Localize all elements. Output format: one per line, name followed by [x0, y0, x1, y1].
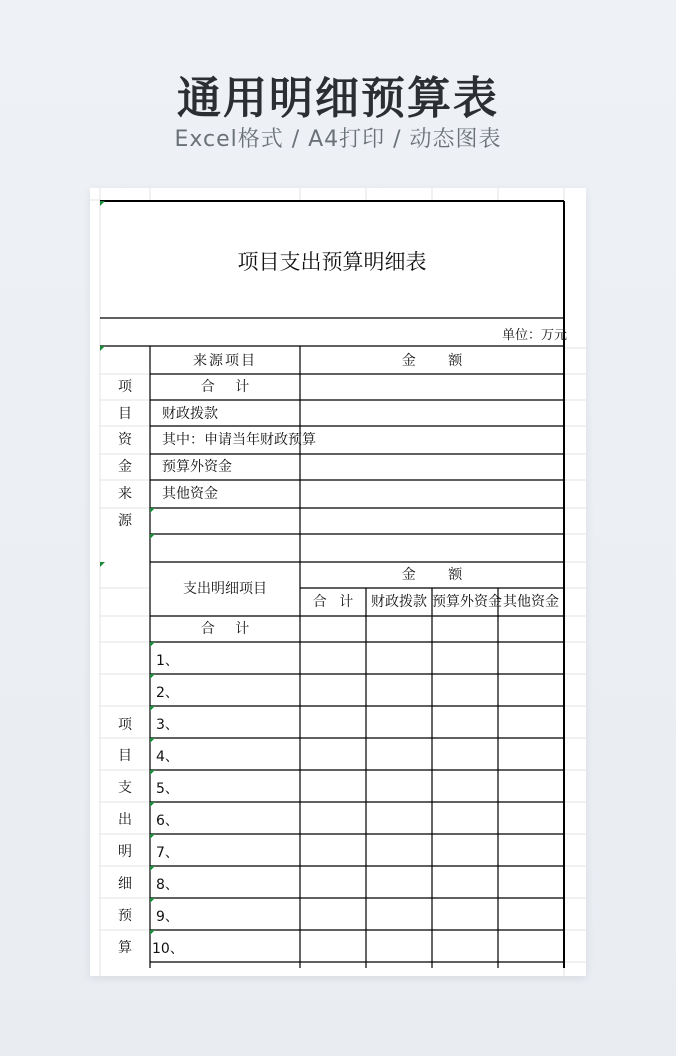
expense-amount-header: 金 额: [401, 567, 463, 583]
cell-marker: [100, 346, 105, 351]
expense-row-label: 4、: [156, 749, 179, 765]
source-row-label: 预算外资金: [162, 459, 232, 475]
expense-side-char: 预: [118, 908, 132, 924]
expense-side-char: 支: [118, 780, 132, 796]
expense-row-label: 6、: [156, 813, 179, 829]
expense-row-label: 9、: [156, 909, 179, 925]
cell-marker: [150, 738, 155, 743]
cell-marker: [150, 866, 155, 871]
expense-row-label: 7、: [156, 845, 179, 861]
expense-subheader: 预算外资金: [432, 594, 502, 610]
cell-marker: [150, 706, 155, 711]
cell-marker: [150, 770, 155, 775]
source-side-char: 资: [118, 432, 132, 448]
expense-side-char: 细: [118, 876, 132, 892]
expense-subheader: 财政拨款: [371, 594, 427, 610]
expense-side-char: 明: [118, 844, 132, 860]
source-item-header: 来源项目: [193, 353, 257, 369]
cell-marker: [150, 930, 155, 935]
cell-marker: [150, 534, 155, 539]
cell-marker: [150, 802, 155, 807]
source-row-label: 财政拨款: [162, 406, 218, 422]
expense-side-char: 项: [118, 717, 132, 733]
source-side-char: 来: [118, 486, 132, 502]
source-side-char: 目: [118, 406, 132, 422]
expense-subheader: 合 计: [312, 594, 354, 610]
cell-marker: [150, 642, 155, 647]
expense-row-label: 8、: [156, 877, 179, 893]
document-title: 项目支出预算明细表: [237, 250, 427, 274]
page-subtitle: Excel格式 / A4打印 / 动态图表: [174, 127, 502, 152]
expense-row-label: 1、: [156, 653, 179, 669]
source-row-label: 其他资金: [162, 486, 218, 502]
expense-total-label: 合 计: [200, 621, 250, 637]
cell-marker: [100, 201, 105, 206]
expense-row-label: 2、: [156, 685, 179, 701]
source-total-label: 合 计: [200, 379, 250, 395]
unit-label: 单位：万元: [502, 328, 568, 343]
expense-item-header: 支出明细项目: [183, 581, 267, 597]
expense-row-label: 5、: [156, 781, 179, 797]
spreadsheet-preview: [90, 188, 586, 976]
expense-side-char: 目: [118, 748, 132, 764]
expense-subheader: 其他资金: [503, 594, 559, 610]
cell-marker: [100, 562, 105, 567]
expense-side-char: 出: [118, 812, 132, 828]
cell-marker: [150, 508, 155, 513]
expense-row-label: 10、: [152, 941, 184, 957]
cell-marker: [150, 674, 155, 679]
expense-row-label: 3、: [156, 717, 179, 733]
source-row-label: 其中：申请当年财政预算: [162, 432, 316, 448]
cell-marker: [150, 898, 155, 903]
source-amount-header: 金 额: [401, 353, 463, 369]
source-side-char: 金: [118, 459, 132, 475]
source-side-char: 项: [118, 379, 132, 395]
source-side-char: 源: [118, 513, 132, 529]
cell-marker: [150, 834, 155, 839]
expense-side-char: 算: [118, 940, 132, 956]
page-title: 通用明细预算表: [177, 73, 499, 124]
